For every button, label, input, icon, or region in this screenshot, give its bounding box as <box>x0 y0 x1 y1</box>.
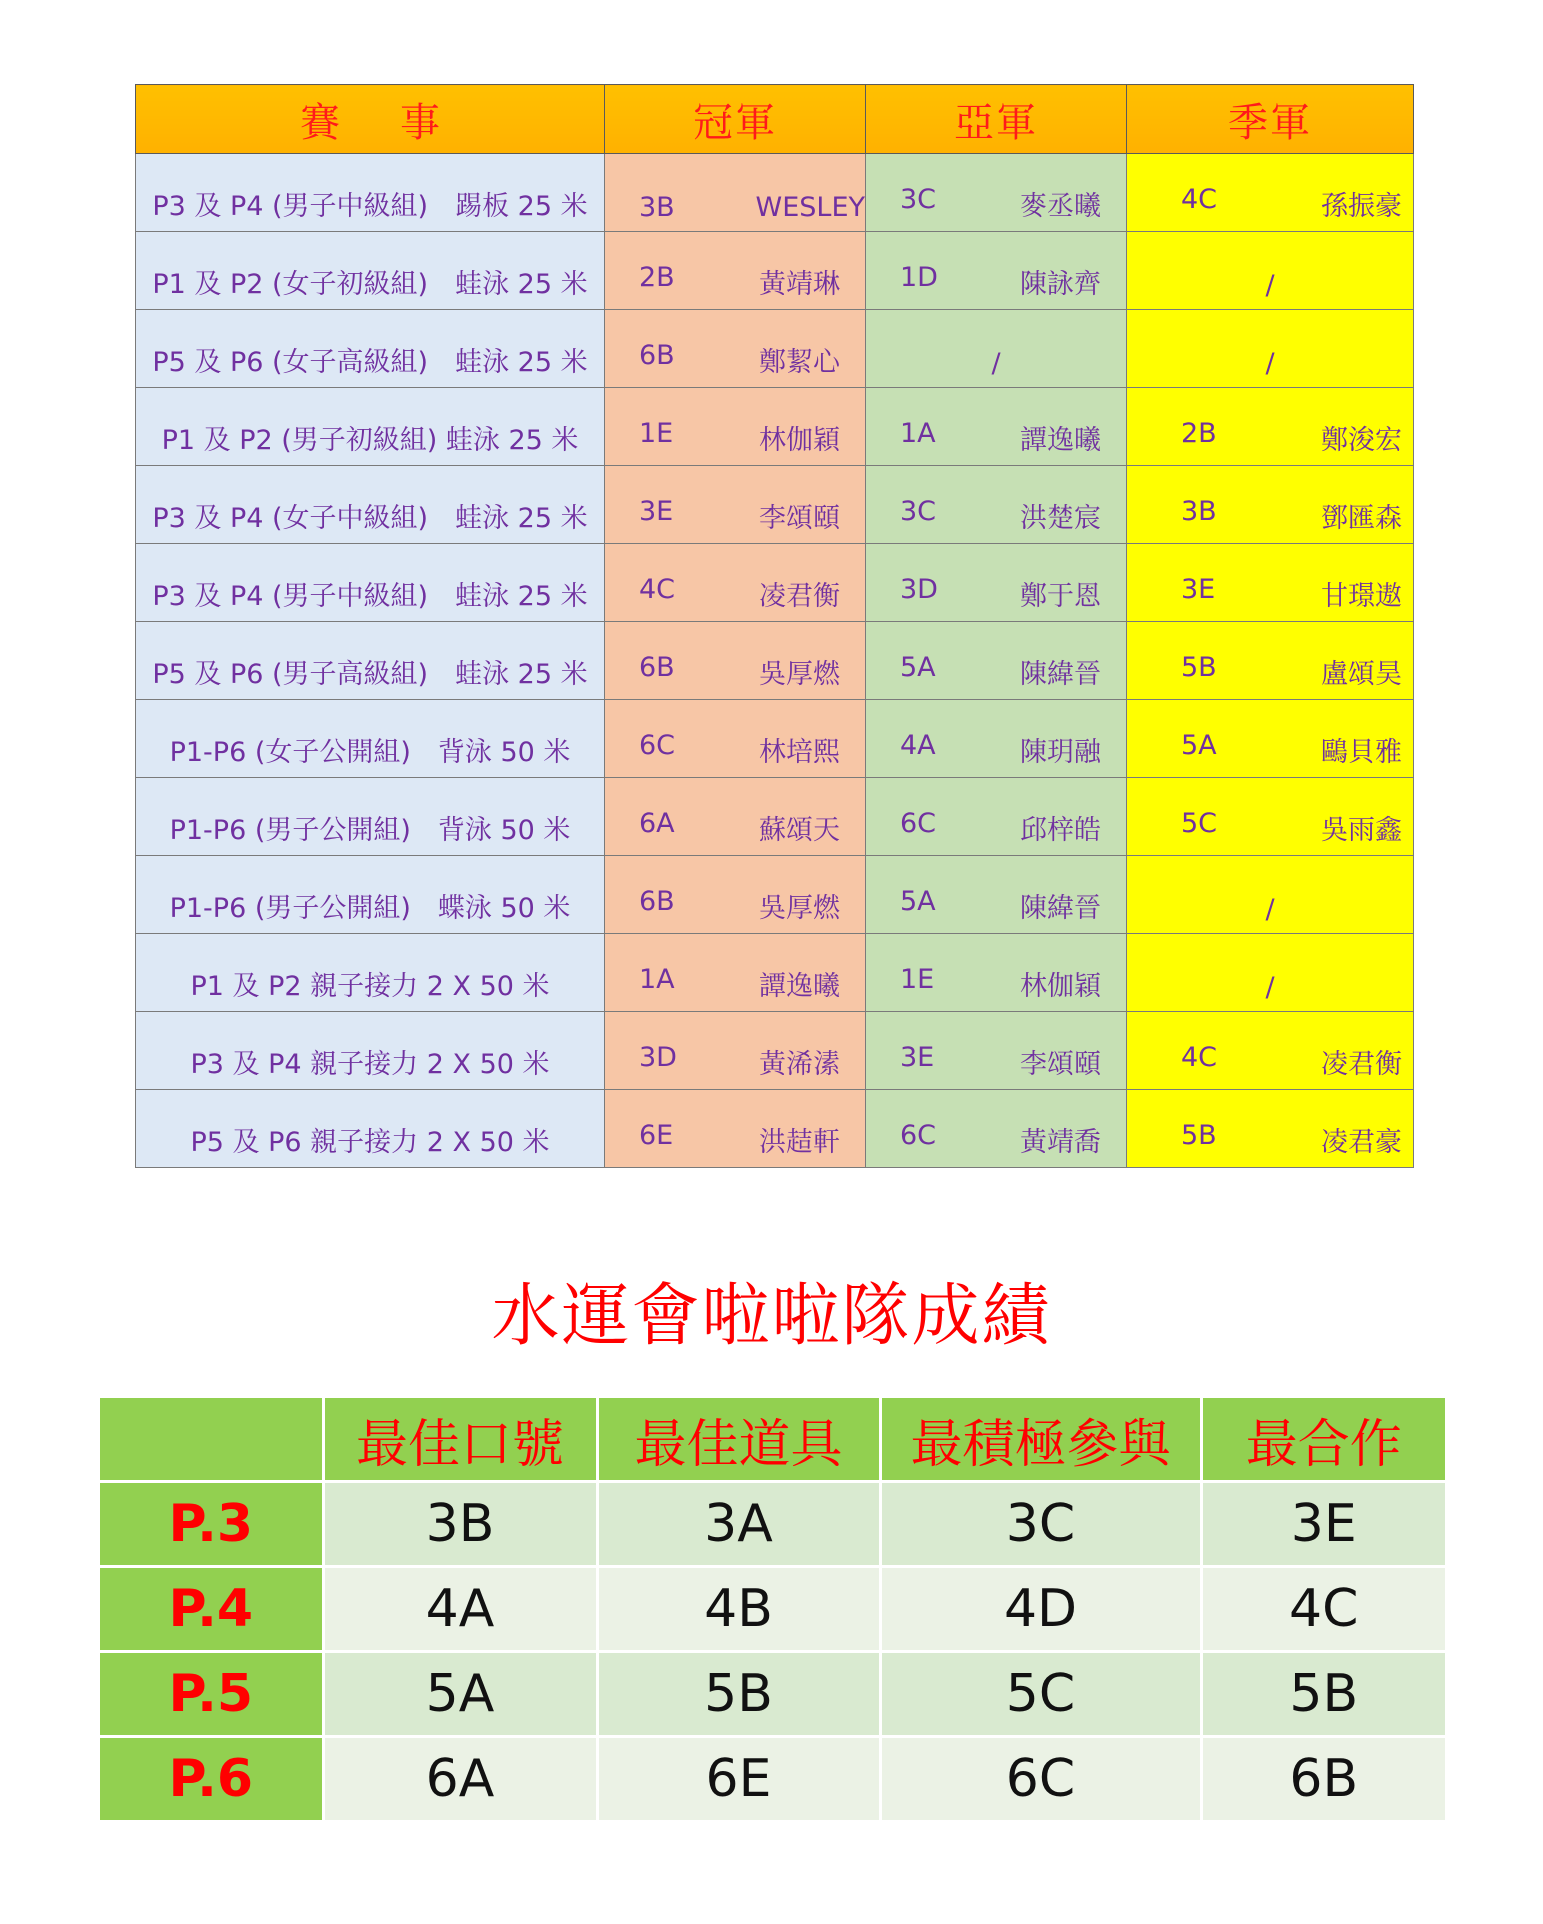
champion-cell <box>605 232 866 310</box>
event-cell <box>136 700 605 778</box>
champion-cell <box>605 1012 866 1090</box>
runner_up-class: 5A <box>900 886 936 917</box>
third-name: 鷗貝雅 <box>1321 737 1402 768</box>
third-class: 4C <box>1181 1042 1218 1073</box>
cheer-award-class: 5C <box>880 1652 1201 1737</box>
champion-cell <box>605 1090 866 1168</box>
champion-class: 6B <box>639 340 675 371</box>
third-name: 甘璟遨 <box>1321 581 1402 612</box>
champion-name: WESLEY <box>755 192 865 223</box>
results-header-row <box>136 85 1414 154</box>
cheer-award-class: 6A <box>323 1737 597 1822</box>
event-name: P1-P6 (女子公開組) 背泳 50 米 <box>169 737 571 768</box>
third-class: 3B <box>1181 496 1217 527</box>
header-champion: 冠軍 <box>605 85 866 154</box>
event-cell <box>136 544 605 622</box>
champion-name: 吳厚燃 <box>759 893 840 924</box>
cheer-header-best-slogan: 最佳口號 <box>323 1398 597 1482</box>
third-empty: / <box>1265 270 1275 301</box>
third-cell <box>1127 1090 1414 1168</box>
champion-name: 鄭絜心 <box>759 347 840 378</box>
event-cell <box>136 1012 605 1090</box>
header-third: 季軍 <box>1127 85 1414 154</box>
champion-class: 4C <box>639 574 676 605</box>
third-class: 5B <box>1181 1120 1217 1151</box>
runner_up-class: 3C <box>900 496 937 527</box>
cheer-header-corner <box>100 1398 323 1482</box>
results-row <box>136 544 1414 622</box>
runner_up-class: 6C <box>900 1120 937 1151</box>
runner_up-name: 麥丞曦 <box>1020 191 1101 222</box>
cheerleading-results-table <box>100 1398 1445 1823</box>
cheer-header-best-props: 最佳道具 <box>597 1398 880 1482</box>
results-row <box>136 856 1414 934</box>
champion-cell <box>605 778 866 856</box>
champion-class: 6B <box>639 652 675 683</box>
runner-up-cell <box>866 154 1127 232</box>
champion-class: 6C <box>639 730 676 761</box>
cheer-award-class: 6E <box>597 1737 880 1822</box>
third-name: 鄧匯森 <box>1321 503 1402 534</box>
champion-class: 1E <box>639 418 674 449</box>
champion-cell <box>605 700 866 778</box>
champion-cell <box>605 622 866 700</box>
third-class: 5C <box>1181 808 1218 839</box>
third-name: 盧頌昊 <box>1321 659 1402 690</box>
third-cell <box>1127 700 1414 778</box>
runner_up-name: 邱梓皓 <box>1020 815 1101 846</box>
cheer-header-best-cooperation: 最合作 <box>1201 1398 1445 1482</box>
champion-class: 3E <box>639 496 674 527</box>
runner_up-class: 3E <box>900 1042 935 1073</box>
champion-cell <box>605 310 866 388</box>
event-cell <box>136 232 605 310</box>
champion-class: 1A <box>639 964 675 995</box>
runner-up-cell <box>866 310 1127 388</box>
event-cell <box>136 622 605 700</box>
grade-label: P.3 <box>100 1482 323 1567</box>
champion-name: 蘇頌天 <box>759 815 840 846</box>
results-body <box>136 154 1414 1168</box>
champion-class: 3B <box>639 192 675 223</box>
cheer-award-class: 3E <box>1201 1482 1445 1567</box>
header-runner-up: 亞軍 <box>866 85 1127 154</box>
event-name: P1 及 P2 親子接力 2 X 50 米 <box>190 971 550 1002</box>
third-empty: / <box>1265 894 1275 925</box>
event-name: P3 及 P4 (女子中級組) 蛙泳 25 米 <box>152 503 588 534</box>
swimming-results-table <box>135 84 1414 1168</box>
cheer-award-class: 6C <box>880 1737 1201 1822</box>
results-row <box>136 622 1414 700</box>
event-name: P5 及 P6 親子接力 2 X 50 米 <box>190 1127 550 1158</box>
results-row <box>136 388 1414 466</box>
event-name: P3 及 P4 (男子中級組) 踢板 25 米 <box>152 191 588 222</box>
cheer-body <box>100 1482 1445 1822</box>
third-class: 3E <box>1181 574 1216 605</box>
runner_up-name: 陳緯晉 <box>1020 659 1101 690</box>
runner_up-name: 譚逸曦 <box>1020 425 1101 456</box>
cheer-award-class: 3B <box>323 1482 597 1567</box>
third-cell <box>1127 934 1414 1012</box>
event-name: P3 及 P4 (男子中級組) 蛙泳 25 米 <box>152 581 588 612</box>
event-name: P5 及 P6 (男子高級組) 蛙泳 25 米 <box>152 659 588 690</box>
champion-name: 吳厚燃 <box>759 659 840 690</box>
cheer-row <box>100 1482 1445 1567</box>
third-class: 5A <box>1181 730 1217 761</box>
runner_up-class: 1D <box>900 262 938 293</box>
runner_up-class: 1A <box>900 418 936 449</box>
third-cell <box>1127 232 1414 310</box>
event-cell <box>136 856 605 934</box>
cheer-section-title: 水運會啦啦隊成績 <box>491 1277 1052 1356</box>
event-cell <box>136 1090 605 1168</box>
third-cell <box>1127 466 1414 544</box>
cheer-award-class: 3C <box>880 1482 1201 1567</box>
third-name: 吳雨鑫 <box>1321 815 1402 846</box>
cheer-award-class: 5B <box>597 1652 880 1737</box>
event-name: P1-P6 (男子公開組) 背泳 50 米 <box>169 815 571 846</box>
grade-label: P.6 <box>100 1737 323 1822</box>
cheer-header-row <box>100 1398 1445 1482</box>
runner-up-cell <box>866 622 1127 700</box>
event-cell <box>136 934 605 1012</box>
runner_up-class: 5A <box>900 652 936 683</box>
third-name: 凌君衡 <box>1321 1049 1402 1080</box>
third-empty: / <box>1265 348 1275 379</box>
third-name: 鄭浚宏 <box>1321 425 1402 456</box>
event-cell <box>136 154 605 232</box>
runner-up-cell <box>866 1012 1127 1090</box>
runner_up-name: 鄭于恩 <box>1020 581 1101 612</box>
runner-up-cell <box>866 934 1127 1012</box>
champion-name: 洪趌軒 <box>759 1127 840 1158</box>
runner_up-empty: / <box>991 348 1001 379</box>
third-empty: / <box>1265 972 1275 1003</box>
runner-up-cell <box>866 466 1127 544</box>
champion-name: 譚逸曦 <box>759 971 840 1002</box>
third-name: 孫振豪 <box>1321 191 1402 222</box>
third-cell <box>1127 310 1414 388</box>
results-row <box>136 1012 1414 1090</box>
champion-class: 6A <box>639 808 675 839</box>
champion-name: 凌君衡 <box>759 581 840 612</box>
header-event: 賽事 <box>136 85 605 154</box>
runner-up-cell <box>866 856 1127 934</box>
event-name: P1 及 P2 (男子初級組) 蛙泳 25 米 <box>161 425 579 456</box>
results-row <box>136 232 1414 310</box>
cheer-award-class: 4B <box>597 1567 880 1652</box>
results-row <box>136 154 1414 232</box>
third-name: 凌君豪 <box>1321 1127 1402 1158</box>
grade-label: P.4 <box>100 1567 323 1652</box>
cheer-row <box>100 1652 1445 1737</box>
champion-cell <box>605 388 866 466</box>
runner-up-cell <box>866 778 1127 856</box>
champion-cell <box>605 856 866 934</box>
champion-cell <box>605 544 866 622</box>
results-row <box>136 466 1414 544</box>
champion-name: 林培熙 <box>759 737 840 768</box>
results-row <box>136 700 1414 778</box>
runner-up-cell <box>866 388 1127 466</box>
event-name: P1-P6 (男子公開組) 蝶泳 50 米 <box>169 893 571 924</box>
event-cell <box>136 388 605 466</box>
event-name: P3 及 P4 親子接力 2 X 50 米 <box>190 1049 550 1080</box>
event-cell <box>136 310 605 388</box>
champion-cell <box>605 154 866 232</box>
champion-class: 6E <box>639 1120 674 1151</box>
runner_up-name: 李頌頤 <box>1020 1049 1101 1080</box>
third-class: 2B <box>1181 418 1217 449</box>
champion-name: 林伽穎 <box>759 425 840 456</box>
champion-name: 黃靖琳 <box>759 269 840 300</box>
runner-up-cell <box>866 1090 1127 1168</box>
runner-up-cell <box>866 544 1127 622</box>
event-name: P5 及 P6 (女子高級組) 蛙泳 25 米 <box>152 347 588 378</box>
runner_up-class: 4A <box>900 730 936 761</box>
event-cell <box>136 466 605 544</box>
champion-name: 李頌頤 <box>759 503 840 534</box>
runner_up-class: 1E <box>900 964 935 995</box>
event-name: P1 及 P2 (女子初級組) 蛙泳 25 米 <box>152 269 588 300</box>
third-cell <box>1127 388 1414 466</box>
runner_up-class: 3D <box>900 574 938 605</box>
runner_up-name: 陳緯晉 <box>1020 893 1101 924</box>
third-cell <box>1127 622 1414 700</box>
runner_up-name: 陳玥融 <box>1020 737 1101 768</box>
runner_up-name: 林伽穎 <box>1020 971 1101 1002</box>
champion-name: 黃浠溸 <box>759 1049 840 1080</box>
cheer-header-most-active: 最積極參與 <box>880 1398 1201 1482</box>
third-class: 5B <box>1181 652 1217 683</box>
third-cell <box>1127 1012 1414 1090</box>
cheer-award-class: 4A <box>323 1567 597 1652</box>
results-row <box>136 778 1414 856</box>
runner_up-name: 黃靖喬 <box>1020 1127 1101 1158</box>
runner_up-class: 6C <box>900 808 937 839</box>
champion-class: 6B <box>639 886 675 917</box>
third-cell <box>1127 856 1414 934</box>
third-cell <box>1127 154 1414 232</box>
cheer-award-class: 4C <box>1201 1567 1445 1652</box>
cheer-row <box>100 1737 1445 1822</box>
cheer-row <box>100 1567 1445 1652</box>
runner-up-cell <box>866 700 1127 778</box>
champion-class: 3D <box>639 1042 677 1073</box>
cheer-award-class: 3A <box>597 1482 880 1567</box>
runner_up-name: 陳詠齊 <box>1020 269 1101 300</box>
champion-cell <box>605 934 866 1012</box>
runner_up-name: 洪楚宸 <box>1020 503 1101 534</box>
runner_up-class: 3C <box>900 184 937 215</box>
results-row <box>136 310 1414 388</box>
runner-up-cell <box>866 232 1127 310</box>
champion-cell <box>605 466 866 544</box>
event-cell <box>136 778 605 856</box>
results-row <box>136 934 1414 1012</box>
grade-label: P.5 <box>100 1652 323 1737</box>
third-cell <box>1127 778 1414 856</box>
results-row <box>136 1090 1414 1168</box>
third-cell <box>1127 544 1414 622</box>
cheer-award-class: 5A <box>323 1652 597 1737</box>
third-class: 4C <box>1181 184 1218 215</box>
cheer-award-class: 5B <box>1201 1652 1445 1737</box>
champion-class: 2B <box>639 262 675 293</box>
cheer-award-class: 4D <box>880 1567 1201 1652</box>
cheer-award-class: 6B <box>1201 1737 1445 1822</box>
